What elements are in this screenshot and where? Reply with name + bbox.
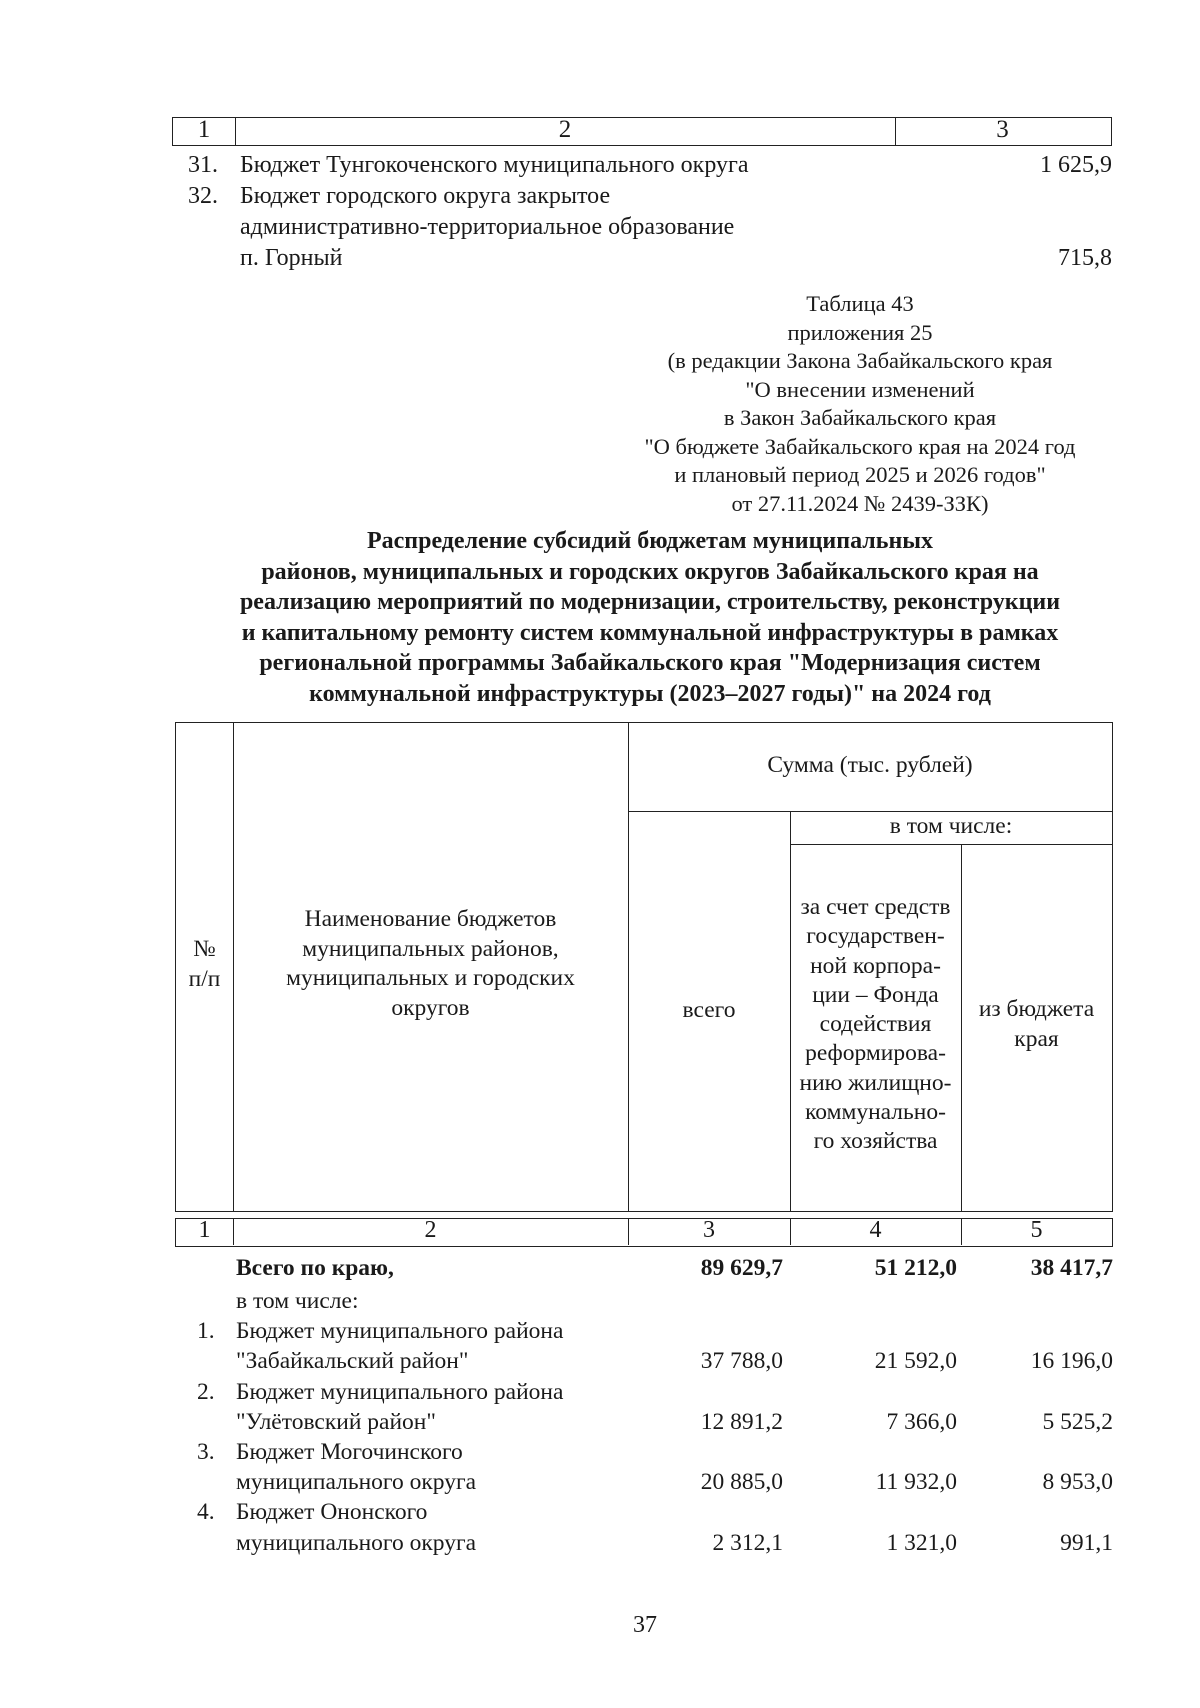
header-fund-line: государствен- xyxy=(806,923,945,950)
header-name xyxy=(233,905,628,1023)
main-table-header xyxy=(175,722,1113,1212)
row-name-line: Бюджет городского округа закрытое xyxy=(240,183,611,209)
header-num-line: № xyxy=(193,936,216,962)
row-name-line: Бюджет муниципального района xyxy=(236,1318,564,1344)
row-total: 37 788,0 xyxy=(700,1348,783,1374)
header-fund-line: ции – Фонда xyxy=(812,981,939,1008)
including-label: в том числе: xyxy=(236,1288,359,1314)
column-numbers-row xyxy=(175,1218,1113,1247)
row-number: 32. xyxy=(188,183,218,209)
row-total: 20 885,0 xyxy=(700,1469,783,1495)
caption-line: "О внесении изменений xyxy=(745,376,975,402)
header-total: всего xyxy=(682,997,736,1023)
document-title xyxy=(190,526,1110,709)
row-name-line: Бюджет Могочинского xyxy=(236,1439,463,1465)
header-sum-title: Сумма (тыс. рублей) xyxy=(767,752,973,778)
row-region: 991,1 xyxy=(1060,1530,1113,1556)
title-line: Распределение субсидий бюджетам муниципальных xyxy=(366,528,934,554)
row-number: 2. xyxy=(197,1379,215,1405)
title-line: и капитальному ремонту систем коммунальной инфраструктуры в рамках xyxy=(241,619,1059,646)
header-num-line: п/п xyxy=(188,965,221,992)
total-region: 38 417,7 xyxy=(1030,1255,1113,1281)
row-name-line: "Забайкальский район" xyxy=(236,1348,469,1374)
col-number: 1 xyxy=(198,1217,211,1243)
row-name-line: п. Горный xyxy=(240,245,343,271)
row-name-line: Бюджет муниципального района xyxy=(236,1379,564,1405)
row-total: 12 891,2 xyxy=(700,1409,783,1435)
col-number: 2 xyxy=(424,1217,437,1243)
page-number: 37 xyxy=(633,1612,657,1638)
row-fund: 11 932,0 xyxy=(875,1469,957,1495)
header-region xyxy=(961,995,1112,1054)
row-total: 2 312,1 xyxy=(712,1530,783,1556)
caption-line: от 27.11.2024 № 2439-ЗЗК) xyxy=(731,490,989,516)
header-name-line: муниципальных и городских xyxy=(286,965,575,991)
row-fund: 7 366,0 xyxy=(886,1409,957,1435)
caption-line: "О бюджете Забайкальского края на 2024 год xyxy=(644,433,1076,459)
top-table-header xyxy=(172,117,1112,146)
top-col-3: 3 xyxy=(996,116,1009,143)
caption-line: (в редакции Закона Забайкальского края xyxy=(667,348,1053,373)
row-number: 3. xyxy=(197,1439,215,1465)
row-fund: 1 321,0 xyxy=(886,1530,957,1556)
header-fund-line: нию жилищно- xyxy=(799,1069,952,1096)
caption-line: и плановый период 2025 и 2026 годов" xyxy=(674,462,1046,487)
col-number: 5 xyxy=(1030,1217,1043,1243)
top-col-1: 1 xyxy=(197,116,211,143)
header-fund-line: содействия xyxy=(819,1011,932,1038)
col-number: 3 xyxy=(703,1217,715,1243)
title-line: коммунальной инфраструктуры (2023–2027 годы)" на 2024 год xyxy=(309,680,991,707)
header-fund-line: реформирова- xyxy=(805,1040,946,1067)
header-name-line: Наименование бюджетов xyxy=(304,906,557,932)
caption-line: Таблица 43 xyxy=(806,291,914,316)
caption-line: приложения 25 xyxy=(787,319,933,345)
total-label: Всего по краю, xyxy=(236,1255,394,1281)
caption-line: в Закон Забайкальского края xyxy=(723,405,997,430)
row-region: 16 196,0 xyxy=(1030,1348,1113,1374)
header-region-line: из бюджета xyxy=(978,996,1095,1022)
header-fund-line: го хозяйства xyxy=(813,1128,938,1155)
top-col-2: 2 xyxy=(558,116,572,143)
header-fund-line: за счет средств xyxy=(800,894,951,920)
title-line: районов, муниципальных и городских округов Забайкальского края на xyxy=(261,558,1039,585)
row-number: 1. xyxy=(197,1318,215,1344)
header-name-line: округов xyxy=(391,994,470,1021)
header-fund-line: коммунально- xyxy=(805,1099,946,1126)
col-number: 4 xyxy=(869,1217,882,1243)
row-name-line: "Улётовский район" xyxy=(236,1409,436,1435)
row-name-line: административно-территориальное образование xyxy=(240,214,735,240)
row-name-line: муниципального округа xyxy=(236,1469,477,1495)
row-name: Бюджет Тунгокоченского муниципального округа xyxy=(240,152,749,178)
header-num xyxy=(176,935,233,994)
header-fund-line: ной корпора- xyxy=(810,952,941,979)
title-line: реализацию мероприятий по модернизации, строительству, реконструкции xyxy=(239,589,1061,615)
row-region: 5 525,2 xyxy=(1042,1409,1113,1435)
header-region-line: края xyxy=(1014,1025,1059,1052)
row-name-line: Бюджет Ононского xyxy=(236,1499,428,1525)
header-fund xyxy=(790,893,961,1157)
row-region: 8 953,0 xyxy=(1042,1469,1113,1495)
row-value: 1 625,9 xyxy=(1040,152,1112,178)
total-value: 89 629,7 xyxy=(700,1255,783,1281)
total-fund: 51 212,0 xyxy=(874,1255,957,1281)
row-number: 4. xyxy=(197,1499,215,1525)
title-line: региональной программы Забайкальского края "Модернизация систем xyxy=(259,650,1041,676)
row-value: 715,8 xyxy=(1058,245,1112,271)
row-number: 31. xyxy=(188,152,218,178)
row-name-line: муниципального округа xyxy=(236,1530,477,1556)
table-caption xyxy=(620,290,1100,518)
header-including: в том числе: xyxy=(889,813,1013,839)
header-name-line: муниципальных районов, xyxy=(302,935,559,962)
row-fund: 21 592,0 xyxy=(874,1348,957,1374)
